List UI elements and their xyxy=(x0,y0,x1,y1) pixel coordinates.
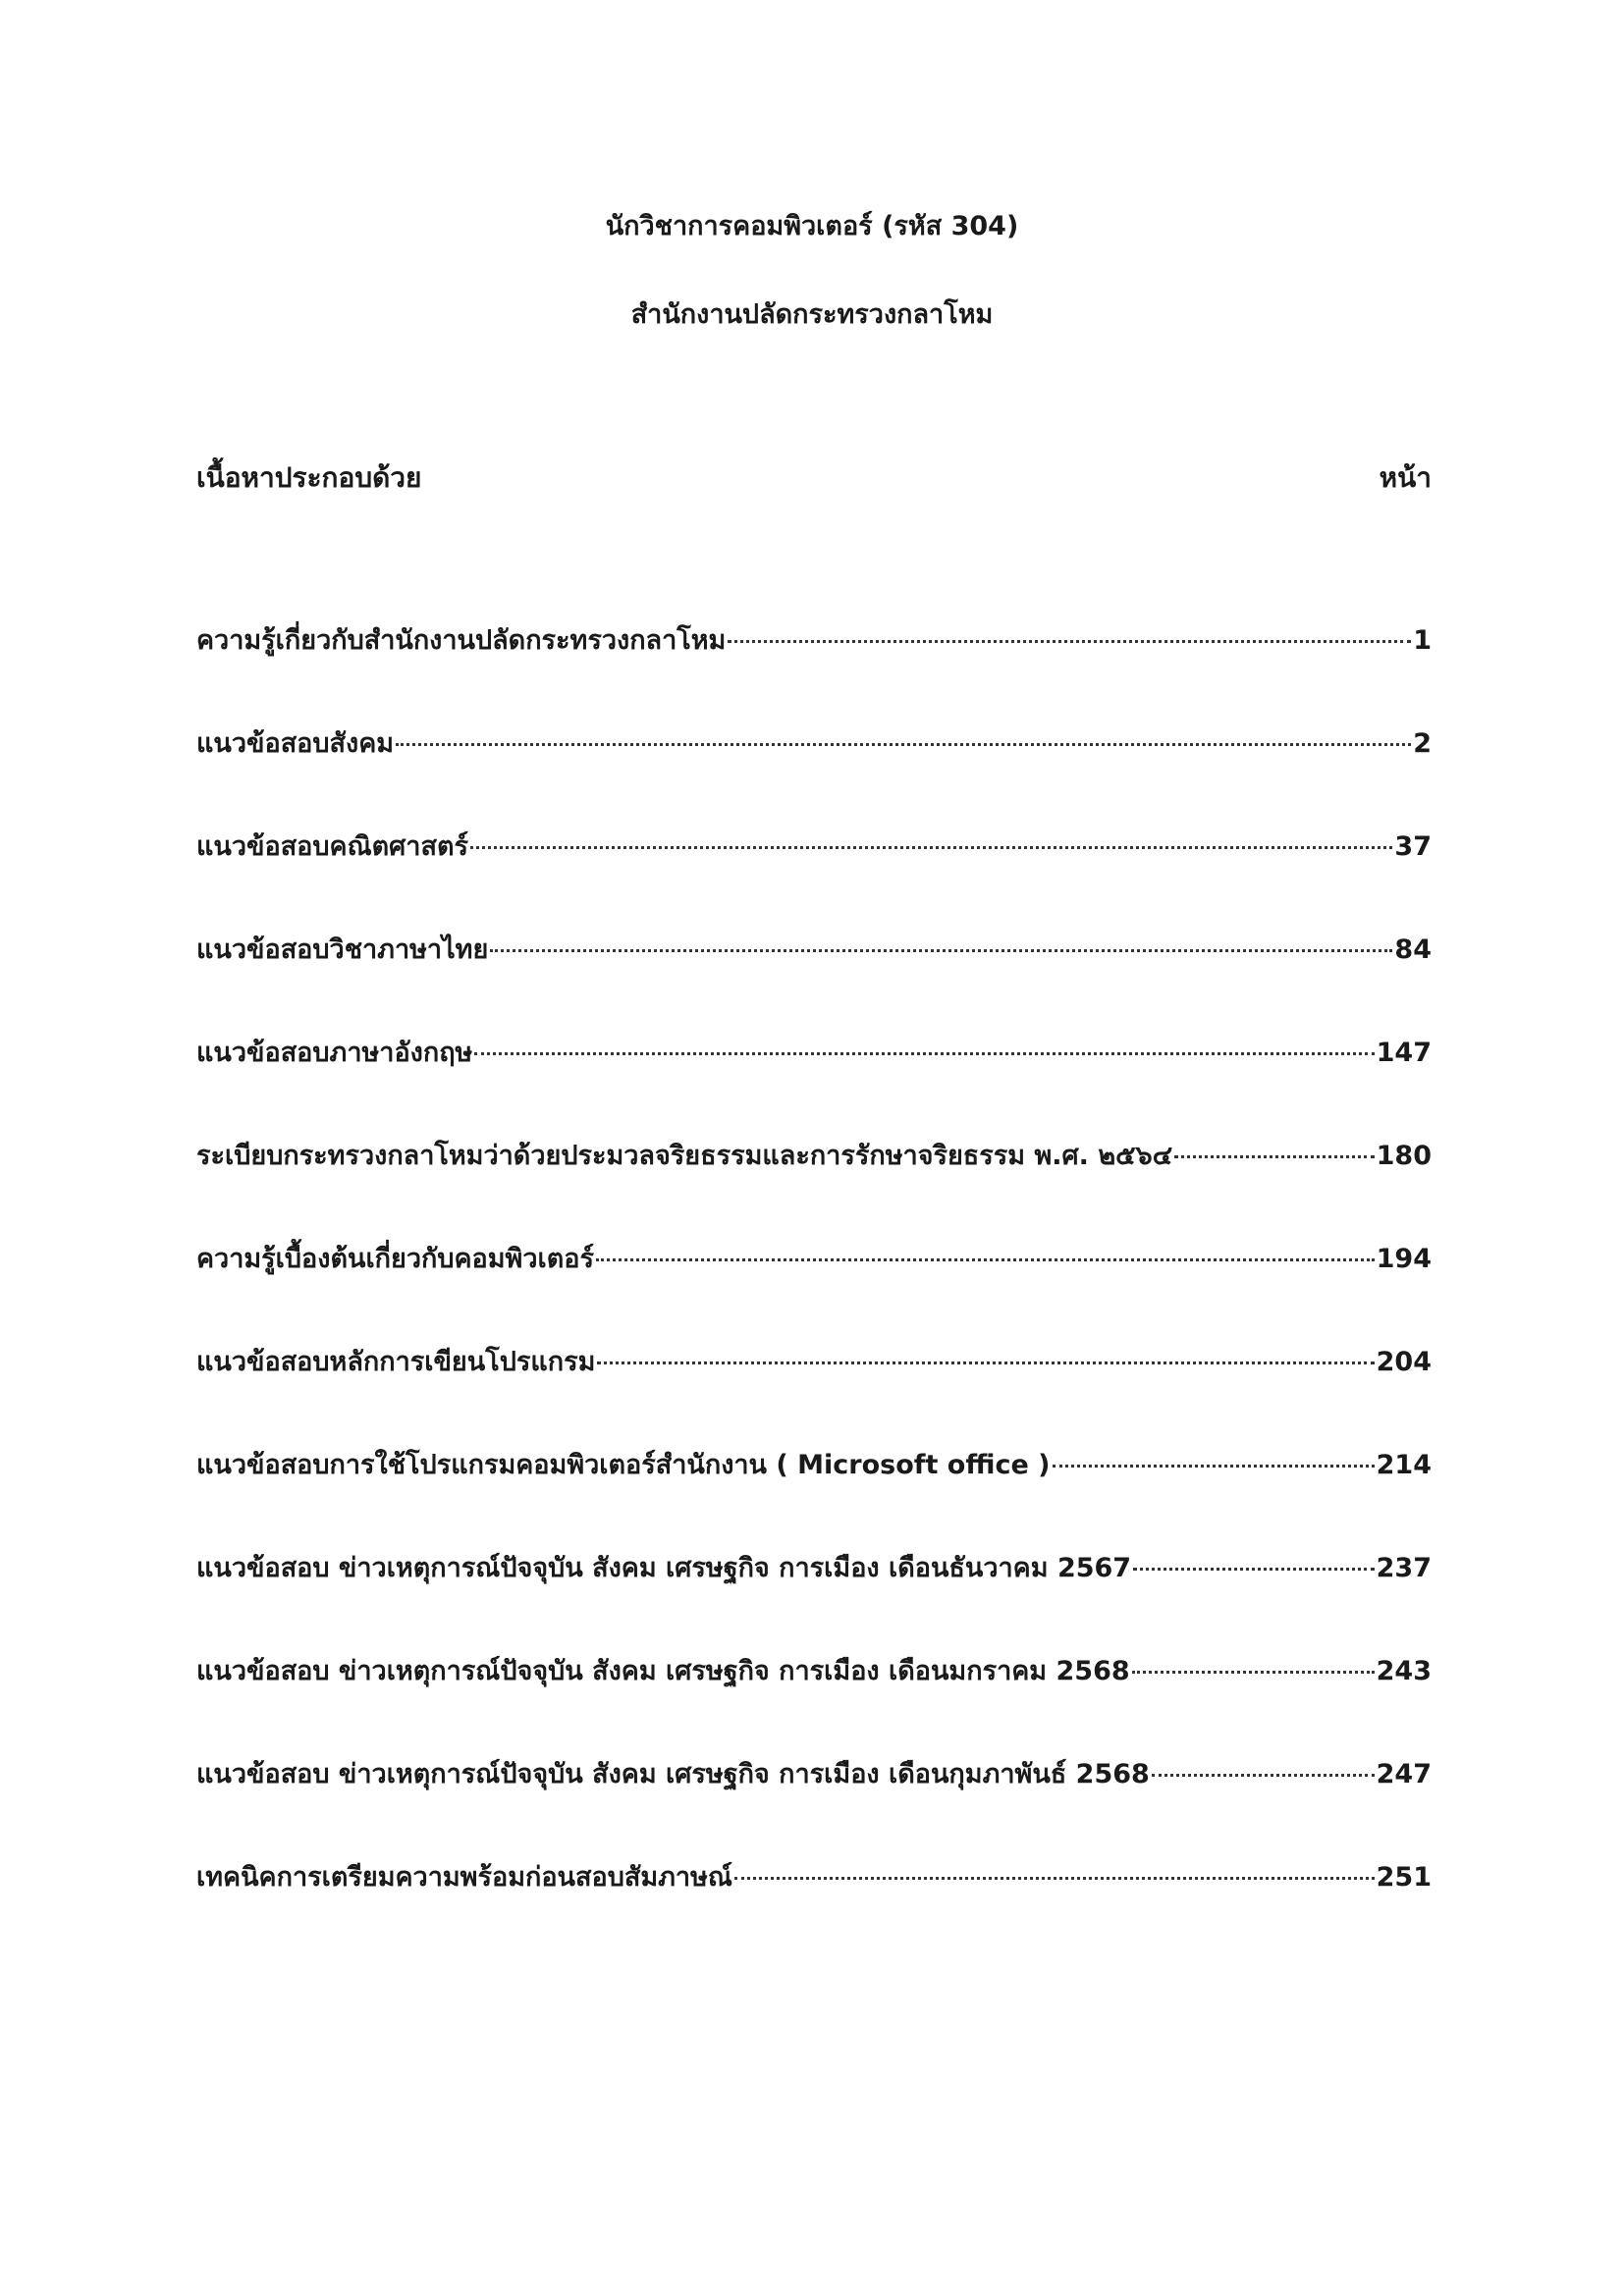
toc-entry xyxy=(196,1237,1432,1340)
toc-entry-title: ความรู้เบื้องต้นเกี่ยวกับคอมพิวเตอร์ xyxy=(196,1244,594,1274)
toc-entry-title: แนวข้อสอบหลักการเขียนโปรแกรม xyxy=(196,1347,596,1377)
toc-entry-title: แนวข้อสอบ ข่าวเหตุการณ์ปัจจุบัน สังคม เศรษฐกิจ การเมือง เดือนมกราคม 2568 xyxy=(196,1656,1130,1686)
toc-entry-title: ความรู้เกี่ยวกับสำนักงานปลัดกระทรวงกลาโหม xyxy=(196,625,727,656)
toc-entry-page: 204 xyxy=(1376,1347,1432,1377)
toc-dot-leader xyxy=(597,1362,1374,1364)
toc-entry-page: 84 xyxy=(1394,934,1432,965)
document-subtitle: สำนักงานปลัดกระทรวงกลาโหม xyxy=(630,299,994,330)
toc-dot-leader xyxy=(474,1052,1374,1055)
toc-entry-title: แนวข้อสอบ ข่าวเหตุการณ์ปัจจุบัน สังคม เศรษฐกิจ การเมือง เดือนกุมภาพันธ์ 2568 xyxy=(196,1759,1150,1789)
toc-entry-page: 237 xyxy=(1376,1553,1432,1583)
toc-entry-page: 247 xyxy=(1376,1759,1432,1789)
toc-heading-contents: เนื้อหาประกอบด้วย xyxy=(196,461,422,494)
toc-entry xyxy=(196,1546,1432,1649)
toc-entry-title: ระเบียบกระทรวงกลาโหมว่าด้วยประมวลจริยธรรมและการรักษาจริยธรรม พ.ศ. ๒๕๖๔ xyxy=(196,1141,1173,1171)
document-title: นักวิชาการคอมพิวเตอร์ (รหัส 304) xyxy=(605,211,1019,241)
toc-dot-leader xyxy=(596,1258,1375,1261)
toc-entry-page: 251 xyxy=(1376,1862,1432,1893)
toc-dot-leader xyxy=(734,1877,1375,1880)
toc-entry xyxy=(196,1443,1432,1546)
toc-entry-page: 243 xyxy=(1376,1656,1432,1686)
toc-entry-page: 180 xyxy=(1376,1141,1432,1171)
toc-dot-leader xyxy=(396,743,1411,746)
toc-entry xyxy=(196,1649,1432,1752)
toc-dot-leader xyxy=(1152,1774,1375,1777)
toc-entry xyxy=(196,721,1432,825)
toc-entry xyxy=(196,928,1432,1031)
toc-entry-title: แนวข้อสอบวิชาภาษาไทย xyxy=(196,934,489,965)
toc-entry xyxy=(196,825,1432,928)
toc-entry xyxy=(196,1031,1432,1134)
toc-entry-title: แนวข้อสอบการใช้โปรแกรมคอมพิวเตอร์สำนักงาน ( Microsoft office ) xyxy=(196,1450,1051,1480)
toc-dot-leader xyxy=(728,640,1411,643)
toc-list xyxy=(196,618,1432,1958)
toc-entry-page: 37 xyxy=(1394,831,1432,862)
toc-entry-page: 214 xyxy=(1376,1450,1432,1480)
toc-heading-row xyxy=(196,456,1432,500)
toc-dot-leader xyxy=(470,846,1392,849)
toc-entry xyxy=(196,1134,1432,1237)
toc-entry-page: 1 xyxy=(1413,625,1432,656)
toc-dot-leader xyxy=(1174,1155,1374,1158)
toc-entry-title: แนวข้อสอบภาษาอังกฤษ xyxy=(196,1038,473,1068)
toc-dot-leader xyxy=(490,949,1392,952)
toc-entry xyxy=(196,1855,1432,1958)
toc-entry-page: 194 xyxy=(1376,1244,1432,1274)
toc-entry-title: แนวข้อสอบสังคม xyxy=(196,728,395,759)
toc-entry-page: 147 xyxy=(1376,1038,1432,1068)
toc-entry xyxy=(196,618,1432,721)
toc-entry xyxy=(196,1340,1432,1443)
toc-entry-title: เทคนิคการเตรียมความพร้อมก่อนสอบสัมภาษณ์ xyxy=(196,1862,732,1893)
toc-heading-page: หน้า xyxy=(1379,461,1432,494)
toc-entry-title: แนวข้อสอบ ข่าวเหตุการณ์ปัจจุบัน สังคม เศรษฐกิจ การเมือง เดือนธันวาคม 2567 xyxy=(196,1553,1132,1583)
toc-entry-title: แนวข้อสอบคณิตศาสตร์ xyxy=(196,831,468,862)
toc-entry xyxy=(196,1752,1432,1855)
toc-entry-page: 2 xyxy=(1413,728,1432,759)
toc-dot-leader xyxy=(1133,1568,1375,1571)
toc-dot-leader xyxy=(1053,1465,1375,1468)
toc-dot-leader xyxy=(1132,1671,1375,1674)
